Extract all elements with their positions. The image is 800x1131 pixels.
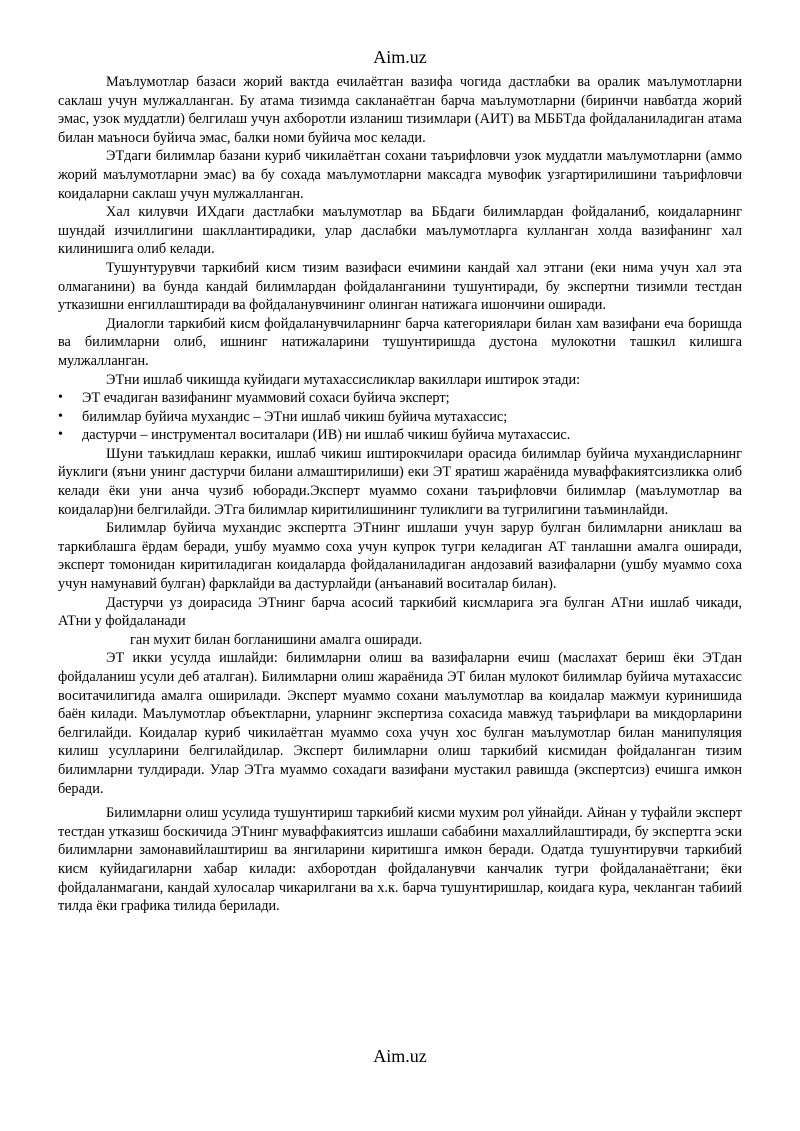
paragraph: Билимларни олиш усулида тушунтириш таркибий кисми мухим рол уйнайди. Айнан у туфайли эксперт тестдан утказиш боскичида ЭТнинг муваффакиятсиз ишлаши сабабини махаллийлаштиради, бу экспертга эски билимларни замонавийлаштириш ва янгиларини киритишга имкон беради. Одатда тушунтирувчи таркибий кисм куйидагиларни хабар килади: ахборотдан фойдаланувчи канчалик тугри фойдаланаётгани; ёки фойдаланмагани, кандай хулосалар чикарилгани ва х.к. барча тушунтиришлар, коидага кура, чекланган табиий тилда ёки графика тилида берилади. [58,805,742,915]
page-footer: Aim.uz [373,1046,427,1066]
list-item-text: билимлар буйича мухандис – ЭТни ишлаб чикиш буйича мутахассис; [82,408,508,425]
page-header: Aim.uz [373,47,427,67]
paragraph: Маълумотлар базаси жорий вактда ечилаётган вазифа чогида дастлабки ва оралик маълумотларни саклаш учун мулжалланган. Бу атама тизимда сакланаётган барча маълумотларни (биринчи навбатда жорий эмас, узок муддатли) белгилаш учун ахборотли изланиш тизимлари (АИТ) ва МББТда фойдаланиладиган атама билан маъноси буйича эмас, балки номи буйича мос келади. [58,74,742,146]
paragraph: Шуни таъкидлаш керакки, ишлаб чикиш иштирокчилари орасида билимлар буйича мухандисларнинг йуклиги (яъни унинг дастурчи билани алмаштирилиши) еки ЭТ яратиш жараёнида муваффакиятсизликка олиб келади ёки уни анча чузиб юборади.Эксперт муаммо сохани таърифловчи билимлар (маълумотлар ва коидалар)ни белгилайди. ЭТга билимлар киритилишининг туликлиги ва тугрилигини таъминлайди. [58,445,742,518]
bullet-icon: • [58,408,63,424]
list-item [58,389,742,408]
paragraph: ЭТни ишлаб чикишда куйидаги мутахассисликлар вакиллари иштирок этади: [106,371,581,388]
paragraph: Билимлар буйича мухандис экспертга ЭТнинг ишлаши учун зарур булган билимларни аниклаш ва таркиблашга ёрдам беради, ушбу муаммо соха учун купрок тугри келадиган АТ танлашни амалга оширади, эксперт томонидан киритиладиган коидаларда фойдаланиладиган андозавий вазифаларни (ушбу муаммо соха учун намунавий булган) фарклайди ва дастурлайди (анъанавий воситалар билан). [58,520,742,593]
paragraph: Хал килувчи ИХдаги дастлабки маълумотлар ва ББдаги билимлардан фойдаланиб, коидаларнинг шундай изчиллигини шакллантирадики, улар даслабки маълумотларга кулланган холда вазифанинг хал килинишига олиб келади. [58,204,742,258]
paragraph: ЭТдаги билимлар базани куриб чикилаётган сохани таърифловчи узок муддатли маълумотларни (аммо жорий маълумотларни эмас) ва бу сохада маълумотларни максадга мувофик узгартирилишини таърифловчи коидаларни саклаш учун мулжалланган. [58,148,742,202]
bullet-list [58,389,742,445]
paragraph: ЭТ икки усулда ишлайди: билимларни олиш ва вазифаларни ечиш (маслахат бериш ёки ЭТдан фойдаланиш усули деб аталган). Билимларни олиш жараёнида ЭТ билан мулокот билимлар буйича мутахассис воситачилигида амалга оширилади. Эксперт муаммо сохани маълумотлар ва коидалар мажмуи куринишида баён килади. Маълумотлар объектларни, уларнинг экспертиза сохасида мавжуд таърифлари ва микдорларини белгилайди. Коидалар куриб чикилаётган муаммо соха учун хос булган маълумотлар билан манипуляция килиш усулларини белгилайдилар. Эксперт билимларни олиш таркибий кисмидан фойдаланган тизим билимларни тулдиради. Улар ЭТга муаммо сохадаги вазифани мустакил равишда (экспертсиз) ечишга имкон беради. [58,650,742,797]
paragraph: Тушунтурувчи таркибий кисм тизим вазифаси ечимини кандай хал этгани (еки нима учун хал эта олмаганини) ва бунда кандай билимлардан фойдаланганини тушунтиради, бу экспертни тизимли тестдан утказишни енгиллаштиради ва фойдаланувчининг олинган натижага ишончини оширади. [58,259,742,314]
list-item-text: ЭТ ечадиган вазифанинг муаммовий сохаси буйича эксперт; [82,390,450,407]
paragraph: Диалогли таркибий кисм фойдаланувчиларнинг барча категориялари билан хам вазифани еча боришда ва билимларни олиб, ишнинг натижаларини тушунтиришда дустона мулокотни ташкил килишга мулжалланган. [58,315,742,369]
bullet-icon: • [58,390,63,406]
list-item [58,408,742,427]
document-page [58,0,742,916]
paragraph-continuation: ган мухит билан богланишини амалга оширади. [130,631,423,648]
paragraph: Дастурчи уз доирасида ЭТнинг барча асосий таркибий кисмларига эга булган АТни ишлаб чикади, АТни у фойдаланади [58,594,742,630]
list-item [58,426,742,445]
list-item-text: дастурчи – инструментал воситалари (ИВ) ни ишлаб чикиш буйича мутахассис. [82,427,571,444]
bullet-icon: • [58,427,63,443]
